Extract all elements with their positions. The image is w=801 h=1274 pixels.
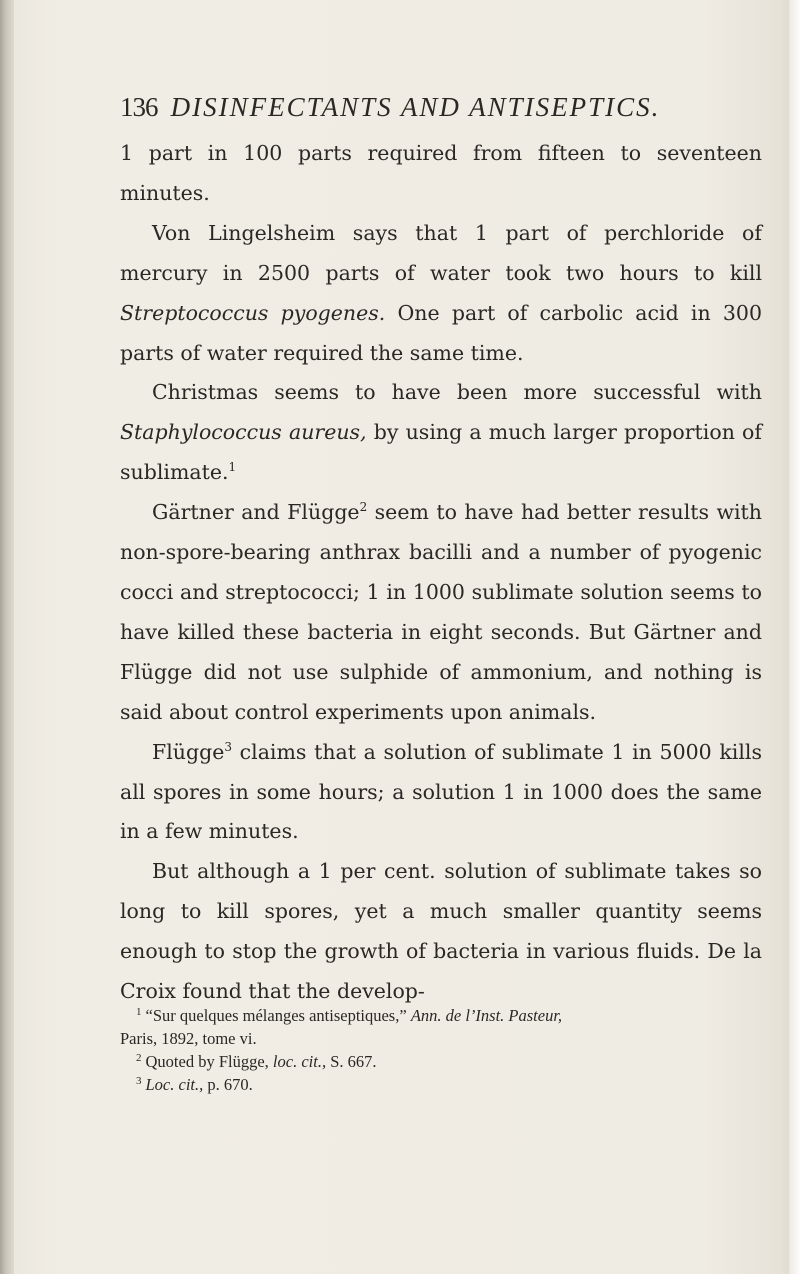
footnote-mark: 3 (136, 1074, 142, 1087)
footnotes (120, 1004, 762, 1096)
footnote-mark: 1 (136, 1005, 142, 1018)
footnote-3: $^3$ Loc. cit., p. 670. (136, 1074, 253, 1094)
paragraph-6: But although a 1 per cent. solution of sublimate takes so long to kill spores, yet a much smaller quantity seems enough to stop the growth of bacteria in various fluids. De la Croix found that the develop- (120, 859, 762, 1004)
body-text (120, 134, 762, 1012)
footnote-mark: 2 (136, 1051, 142, 1064)
page-header (120, 92, 720, 128)
paragraph-4: Gärtner and Flügge$^2$ seem to have had better results with non-spore-bearing anthrax bacilli and a number of pyogenic cocci and streptococci; 1 in 1000 sublimate solution seems to have killed these bacteria in eight seconds. But Gärtner and Flügge did not use sulphide of ammonium, and nothing is said about control experiments upon animals. (120, 500, 762, 724)
footnote-ref: 1 (228, 460, 237, 475)
paragraph-2: Von Lingelsheim says that 1 part of perchloride of mercury in 2500 parts of water took two hours to kill Streptococcus pyogenes. One part of carbolic acid in 300 parts of water required the same time. (120, 220, 762, 365)
species-name: Streptococcus pyogenes. (120, 300, 386, 325)
footnote-ref: 2 (359, 500, 368, 515)
page-edge (789, 0, 801, 1274)
paragraph-3: Christmas seems to have been more successful with Staphylococcus aureus, by using a much larger proportion of sublimate.$^1$ (120, 380, 762, 485)
footnote-1: $^1$ “Sur quelques mélanges antiseptiques,” Ann. de l’Inst. Pasteur, (136, 1005, 563, 1025)
paragraph-5: Flügge$^3$ claims that a solution of sublimate 1 in 5000 kills all spores in some hours; a solution 1 in 1000 does the same in a few minutes. (120, 739, 762, 844)
footnote-1-cont: Paris, 1892, tome vi. (120, 1029, 257, 1048)
footnote-2: $^2$ Quoted by Flügge, loc. cit., S. 667. (136, 1051, 377, 1071)
running-title: DISINFECTANTS AND ANTISEPTICS. (170, 92, 661, 122)
page-number: 136 (120, 92, 158, 122)
paragraph-1: 1 part in 100 parts required from fifteen to seventeen minutes. (120, 141, 762, 205)
page-gutter (0, 0, 14, 1274)
species-name: Staphylococcus aureus, (120, 420, 367, 445)
footnote-ref: 3 (224, 739, 233, 754)
